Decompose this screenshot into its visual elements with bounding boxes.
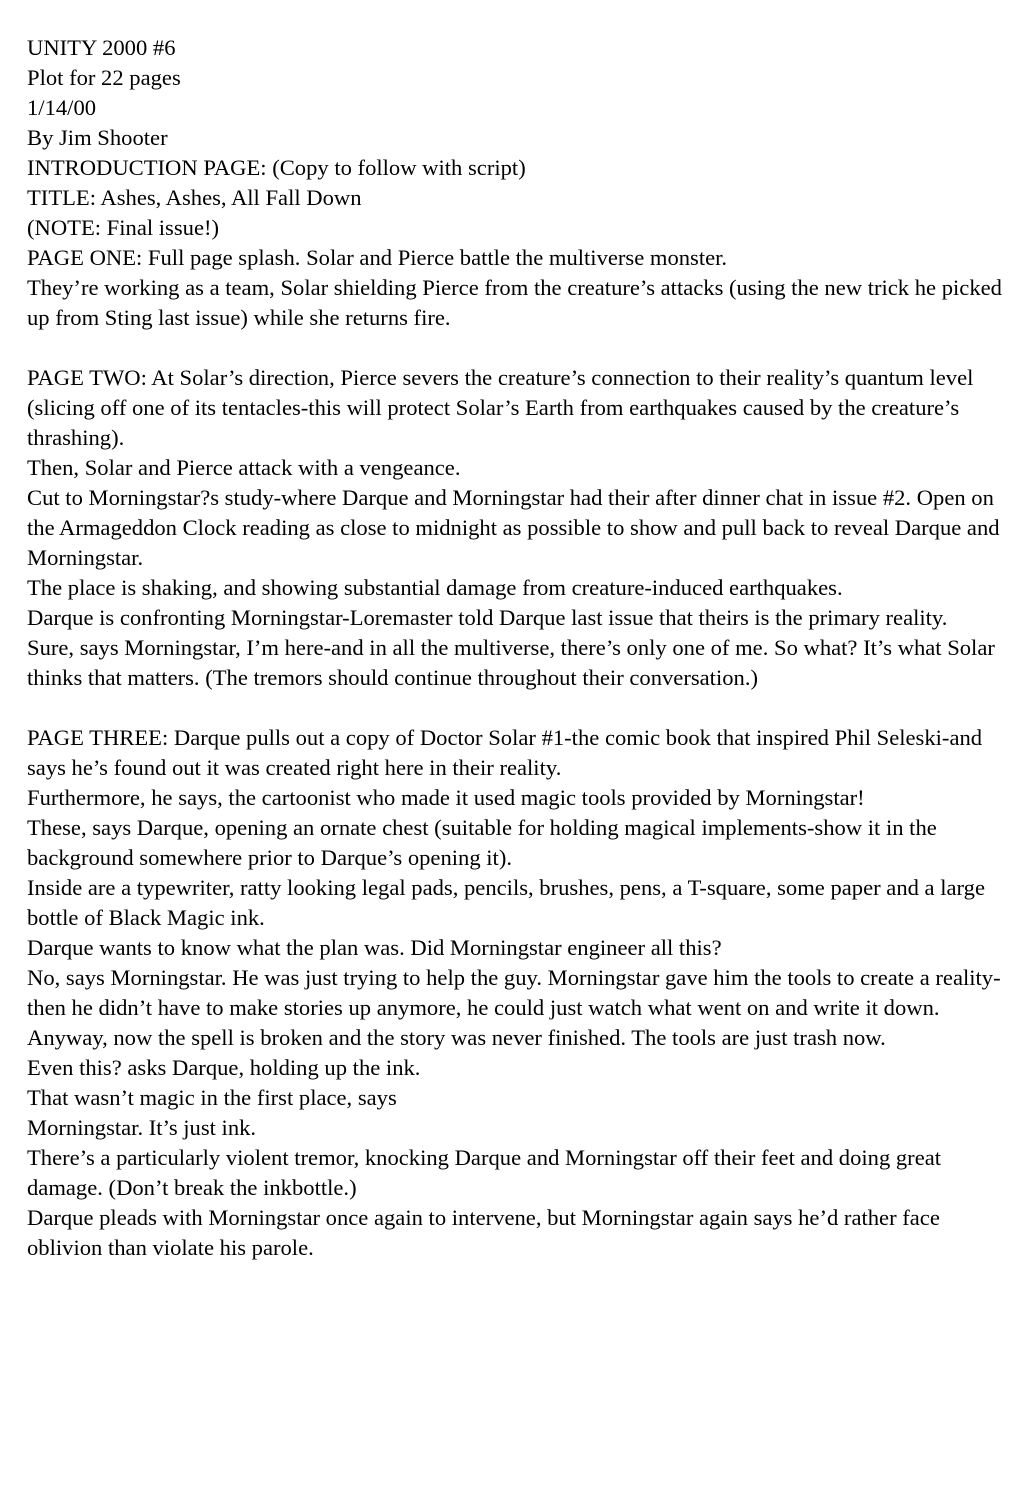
document-title: UNITY 2000 #6 <box>27 35 176 60</box>
page-one-paragraph: PAGE ONE: Full page splash. Solar and Pierce battle the multiverse monster. <box>27 245 728 270</box>
document-author: By Jim Shooter <box>27 125 168 150</box>
page-three-paragraph: Anyway, now the spell is broken and the story was never finished. The tools are just trash now. <box>27 1025 886 1050</box>
page-three-paragraph: Inside are a typewriter, ratty looking legal pads, pencils, brushes, pens, a T-square, some paper and a large bottle of Black Magic ink. <box>27 875 991 930</box>
page-three-paragraph: Furthermore, he says, the cartoonist who made it used magic tools provided by Morningstar! <box>27 785 865 810</box>
note-line: (NOTE: Final issue!) <box>27 215 220 240</box>
page-two-paragraph: The place is shaking, and showing substantial damage from creature-induced earthquakes. <box>27 575 843 600</box>
page-two-paragraph: PAGE TWO: At Solar’s direction, Pierce severs the creature’s connection to their reality’s quantum level (slicing off one of its tentacles-this will protect Solar’s Earth from earthquakes caused by the creature’s thrashing). <box>27 365 980 450</box>
page-one-paragraph: They’re working as a team, Solar shielding Pierce from the creature’s attacks (using the new trick he picked up from Sting last issue) while she returns fire. <box>27 275 1008 330</box>
paragraph-spacer <box>27 693 1007 723</box>
page-three-paragraph: No, says Morningstar. He was just trying to help the guy. Morningstar gave him the tools to create a reality-then he didn’t have to make stories up anymore, he could just watch what went on and write it down. <box>27 965 1001 1020</box>
page-two-paragraph: Then, Solar and Pierce attack with a vengeance. <box>27 455 461 480</box>
page-three-paragraph: Even this? asks Darque, holding up the ink. <box>27 1055 421 1080</box>
page-three-paragraph: Morningstar. It’s just ink. <box>27 1115 257 1140</box>
page-two-paragraph: Darque is confronting Morningstar-Loremaster told Darque last issue that theirs is the primary reality. <box>27 605 948 630</box>
page-three-paragraph: These, says Darque, opening an ornate chest (suitable for holding magical implements-show it in the background somewhere prior to Darque’s opening it). <box>27 815 943 870</box>
document-date: 1/14/00 <box>27 95 97 120</box>
page-three-paragraph: PAGE THREE: Darque pulls out a copy of Doctor Solar #1-the comic book that inspired Phil Seleski-and says he’s found out it was created right here in their reality. <box>27 725 988 780</box>
page-two-paragraph: Sure, says Morningstar, I’m here-and in all the multiverse, there’s only one of me. So what? It’s what Solar thinks that matters. (The tremors should continue throughout their conversation.) <box>27 635 1001 690</box>
introduction-line: INTRODUCTION PAGE: (Copy to follow with script) <box>27 155 526 180</box>
page-three-paragraph: Darque wants to know what the plan was. Did Morningstar engineer all this? <box>27 935 722 960</box>
page-three-paragraph: That wasn’t magic in the first place, says <box>27 1085 397 1110</box>
story-title-line: TITLE: Ashes, Ashes, All Fall Down <box>27 185 362 210</box>
paragraph-spacer <box>27 333 1007 363</box>
page-three-paragraph: There’s a particularly violent tremor, knocking Darque and Morningstar off their feet and doing great damage. (Don’t break the inkbottle.) <box>27 1145 947 1200</box>
script-document <box>27 33 1007 1263</box>
page-two-paragraph: Cut to Morningstar?s study-where Darque and Morningstar had their after dinner chat in issue #2. Open on the Armageddon Clock reading as close to midnight as possible to show and pull back to reveal Darque and Morningstar. <box>27 485 1006 570</box>
page-three-paragraph: Darque pleads with Morningstar once again to intervene, but Morningstar again says he’d rather face oblivion than violate his parole. <box>27 1205 946 1260</box>
document-subtitle: Plot for 22 pages <box>27 65 181 90</box>
